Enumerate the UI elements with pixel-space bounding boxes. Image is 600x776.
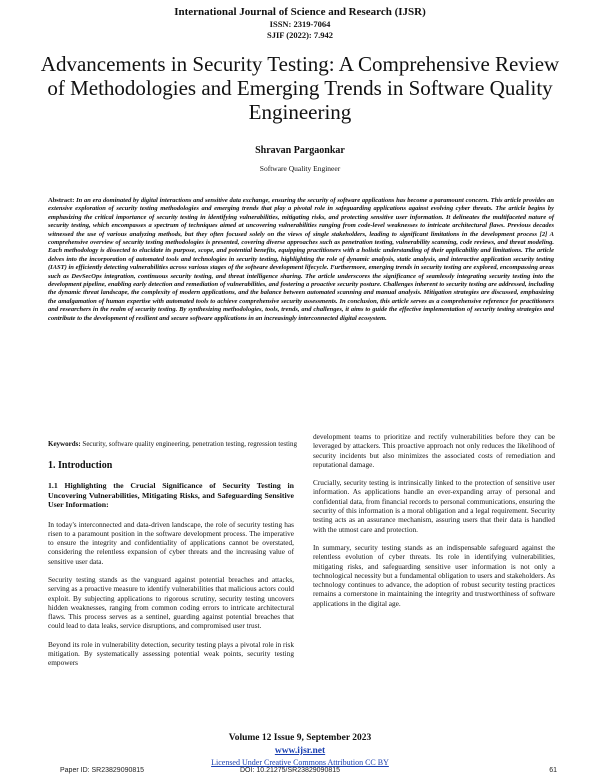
footer-url-link[interactable]: www.ijsr.net: [274, 746, 326, 756]
left-column: [48, 460, 294, 677]
section-heading: 1. Introduction: [48, 460, 113, 471]
sjif: SJIF (2022): 7.942: [266, 30, 334, 40]
paragraph: Crucially, security testing is intrinsically linked to the protection of sensitive user information. As applications handle an ever-expanding array of personal and confidential data, from financial records to personal communications, ensuring the security of this information is a moral obligation and a legal requirement. Security testing acts as an assurance mechanism, assuring users that their data is handled with the utmost care and protection.: [313, 478, 555, 534]
keywords-text: Security, software quality engineering, penetration testing, regression testing: [82, 440, 297, 448]
abstract-text: In an era dominated by digital interactions and sensitive data exchange, ensuring the security of software applications has become a paramount concern. This article provides an extensive exploration of security testing methodologies and emerging trends that play a pivotal role in safeguarding applications against evolving cyber threats. The article begins by emphasizing the critical importance of security testing in identifying vulnerabilities, mitigating risks, and protecting sensitive user information. It delineates the multifaceted nature of security testing, which encompasses a spectrum of techniques aimed at uncovering vulnerabilities ranging from code-level weaknesses to intricate architectural flaws. Previous decades witnessed the use of various analyzing methods, but they often focused solely on the views of single stakeholders, leading to significant limitations in the development process [2] A comprehensive overview of security testing methodologies is presented, covering diverse approaches such as penetration testing, vulnerability scanning, code reviews, and threat modeling. Each methodology is dissected to elucidate its purpose, scope, and potential benefits, equipping practitioners with a holistic understanding of their applicability and limitations. The article delves into the incorporation of automated tools and technologies in security testing, highlighting the role of dynamic analysis, static analysis, and interactive application security testing (IAST) in efficiently detecting vulnerabilities across various stages of the software development lifecycle. Furthermore, emerging trends in security testing are explored, encompassing areas such as DevSecOps integration, continuous security testing, and threat intelligence sharing. The article underscores the significance of seamlessly integrating security testing into the development pipeline, enabling early detection and remediation of vulnerabilities, and fostering a proactive security posture. Challenges inherent to security testing are addressed, including the dynamic threat landscape, the complexity of modern applications, and the balance between automated scanning and manual analysis. Mitigation strategies are discussed, emphasizing the amalgamation of human expertise with automated tools to achieve comprehensive security assessments. In conclusion, this article serves as a comprehensive reference for practitioners and researchers in the realm of security testing. By synthesizing methodologies, tools, trends, and challenges, it aims to guide the effective implementation of security testing strategies and contribute to the development of resilient and secure software applications in an increasingly interconnected digital ecosystem.: [48, 197, 555, 322]
page-number: 61: [549, 767, 557, 774]
footer-bar: [40, 767, 565, 776]
paper-id: Paper ID: SR23829090815: [60, 767, 145, 774]
paragraph: In summary, security testing stands as an indispensable safeguard against the relentless evolution of cyber threats. Its role in identifying vulnerabilities, mitigating risks, and safeguarding sensitive user information is not only a technological necessity but a fundamental obligation to users and stakeholders. As technology continues to advance, the adoption of robust security testing practices remains a cornerstone in maintaining the integrity and trustworthiness of software applications in the digital age.: [313, 542, 555, 608]
footer-license-link[interactable]: Licensed Under Creative Commons Attribution CC BY: [211, 758, 389, 767]
author-name: Shravan Pargaonkar: [255, 145, 345, 156]
right-column: [313, 432, 555, 617]
issn: ISSN: 2319-7064: [269, 19, 331, 29]
doi: DOI: 10.21275/SR23829090815: [240, 767, 341, 774]
footer-volume: Volume 12 Issue 9, September 2023: [228, 733, 372, 743]
journal-name: International Journal of Science and Research (IJSR): [174, 6, 426, 18]
abstract: [48, 197, 554, 323]
keywords-label: Keywords:: [48, 440, 81, 448]
paragraph: In today's interconnected and data-driven landscape, the role of security testing has risen to a paramount position in the software development process. The imperative to ensure the integrity and confidentiality of applications cannot be overstated, considering the relentless expansion of cyber threats and the increasing value of sensitive user data.: [48, 519, 294, 566]
journal-header: [0, 6, 600, 41]
paragraph: Security testing stands as the vanguard against potential breaches and attacks, serving as a proactive measure to identify vulnerabilities that malicious actors could exploit. By subjecting applications to rigorous scrutiny, security testing uncovers hidden weaknesses, ranging from common coding errors to intricate architectural flaws. This process serves as a sentinel, guarding against potential breaches that could lead to data leaks, service disruptions, and compromised user trust.: [48, 574, 294, 631]
author-affiliation: Software Quality Engineer: [259, 164, 341, 173]
paragraph: development teams to prioritize and rectify vulnerabilities before they can be leveraged by attackers. This proactive approach not only reduces the likelihood of security incidents but also minimizes the associated costs of remediation and reputational damage.: [313, 432, 555, 469]
subsection-heading: 1.1 Highlighting the Crucial Significance of Security Testing in Uncovering Vulnerabilities, Mitigating Risks, and Safeguarding Sensitive User Information:: [48, 481, 294, 509]
abstract-label: Abstract:: [48, 197, 75, 204]
paper-title: Advancements in Security Testing: A Comprehensive Review of Methodologies and Emerging Trends in Software Quality Engineering: [40, 52, 560, 124]
paragraph: Beyond its role in vulnerability detection, security testing plays a pivotal role in risk mitigation. By systematically assessing potential weak points, security testing empowers: [48, 639, 294, 668]
